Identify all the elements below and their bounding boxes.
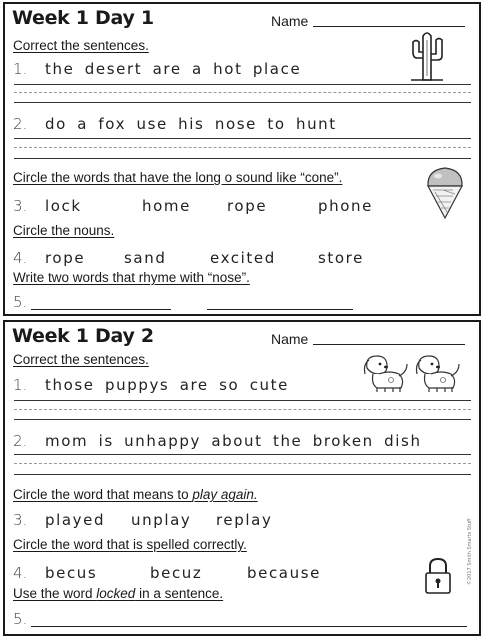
item-1-number: 1. (13, 60, 28, 78)
item-2-number: 2. (13, 432, 28, 450)
choice-word[interactable]: sand (124, 249, 167, 267)
padlock-icon (423, 556, 453, 596)
name-line (313, 344, 465, 345)
worksheet-day-1 (3, 2, 481, 316)
answer-blank[interactable] (207, 293, 353, 310)
writing-line (14, 419, 471, 420)
name-label: Name (271, 13, 309, 29)
choice-word[interactable]: rope (227, 197, 268, 215)
choice-word[interactable]: unplay (131, 511, 192, 529)
choice-word[interactable]: becus (45, 564, 98, 582)
choice-word[interactable]: store (318, 249, 364, 267)
writing-midline (14, 147, 471, 148)
choice-word[interactable]: rope (45, 249, 86, 267)
snow-cone-icon (423, 164, 467, 220)
puppy-icon (413, 350, 463, 394)
writing-line (14, 400, 471, 401)
writing-midline (14, 463, 471, 464)
choice-word[interactable]: because (247, 564, 321, 582)
item-5-number: 5. (13, 293, 28, 311)
item-1-number: 1. (13, 376, 28, 394)
copyright-credit: ©2017 Smith Smarts Stuff (467, 518, 473, 585)
choice-word[interactable]: becuz (150, 564, 203, 582)
writing-line (14, 454, 471, 455)
name-label: Name (271, 331, 309, 347)
choice-word[interactable]: home (142, 197, 191, 215)
instruction-word-meaning: Circle the word that means to play again. (13, 487, 258, 502)
answer-blank[interactable] (31, 293, 171, 310)
writing-midline (14, 409, 471, 410)
writing-line (14, 158, 471, 159)
answer-blank[interactable] (31, 610, 467, 627)
puppy-icon (361, 350, 411, 394)
writing-line (14, 102, 471, 103)
instruction-use-word: Use the word locked in a sentence. (13, 586, 224, 601)
instruction-correct-sentences: Correct the sentences. (13, 352, 149, 367)
item-2-sentence: mom is unhappy about the broken dish (45, 432, 422, 450)
item-3-number: 3. (13, 197, 28, 215)
worksheet-title: Week 1 Day 2 (12, 325, 154, 347)
choice-word[interactable]: excited (210, 249, 276, 267)
instruction-long-o: Circle the words that have the long o sound like “cone”. (13, 170, 343, 185)
worksheet-title: Week 1 Day 1 (12, 7, 154, 29)
choice-word[interactable]: replay (216, 511, 273, 529)
worksheet-day-2 (3, 320, 481, 636)
item-3-number: 3. (13, 511, 28, 529)
choice-word[interactable]: phone (318, 197, 373, 215)
item-5-number: 5. (13, 610, 28, 628)
name-line (313, 26, 465, 27)
cactus-icon (409, 30, 445, 82)
item-1-sentence: the desert are a hot place (45, 60, 302, 78)
writing-line (14, 474, 471, 475)
choice-word[interactable]: lock (45, 197, 82, 215)
item-2-number: 2. (13, 115, 28, 133)
writing-line (14, 84, 471, 85)
choice-word[interactable]: played (45, 511, 106, 529)
writing-line (14, 138, 471, 139)
instruction-correct-sentences: Correct the sentences. (13, 38, 149, 53)
writing-midline (14, 92, 471, 93)
item-4-number: 4. (13, 564, 28, 582)
instruction-rhyme: Write two words that rhyme with “nose”. (13, 270, 250, 285)
item-2-sentence: do a fox use his nose to hunt (45, 115, 337, 133)
item-1-sentence: those puppys are so cute (45, 376, 289, 394)
item-4-number: 4. (13, 249, 28, 267)
instruction-nouns: Circle the nouns. (13, 223, 115, 238)
instruction-spelled-correctly: Circle the word that is spelled correctly. (13, 537, 247, 552)
